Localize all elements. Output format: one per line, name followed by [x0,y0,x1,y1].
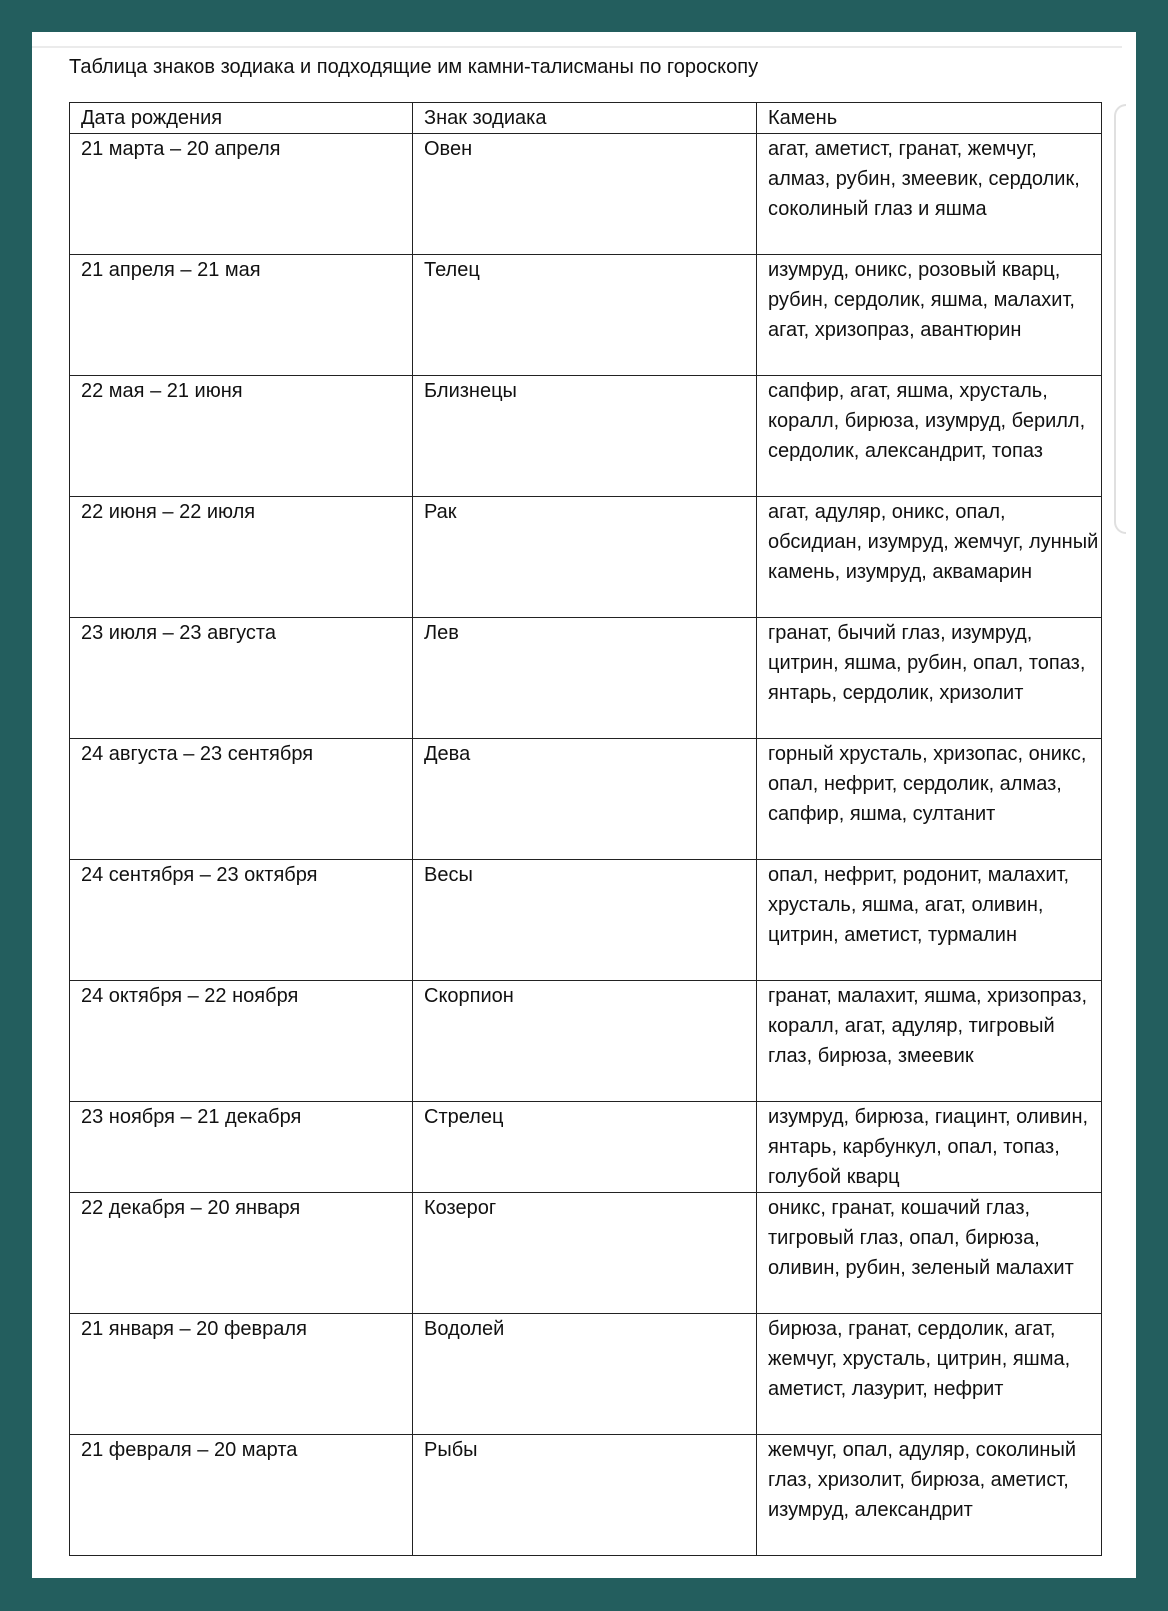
stone-cell: оникс, гранат, кошачий глаз, тигровый глаз, опал, бирюза, оливин, рубин, зеленый малахит [757,1193,1102,1314]
stone-cell: изумруд, оникс, розовый кварц, рубин, сердолик, яшма, малахит, агат, хризопраз, авантюрин [757,255,1102,376]
birth-date-cell: 24 октября – 22 ноября [70,981,413,1102]
table-caption: Таблица знаков зодиака и подходящие им камни-талисманы по гороскопу [69,56,759,78]
table-row [70,739,1102,860]
birth-date-cell: 21 апреля – 21 мая [70,255,413,376]
zodiac-sign-cell: Рак [413,497,757,618]
header-zodiac-sign: Знак зодиака [413,103,757,134]
table-row [70,981,1102,1102]
zodiac-sign-cell: Телец [413,255,757,376]
birth-date-cell: 22 июня – 22 июля [70,497,413,618]
table-row [70,255,1102,376]
zodiac-sign-cell: Скорпион [413,981,757,1102]
stone-cell: агат, аметист, гранат, жемчуг, алмаз, рубин, змеевик, сердолик, соколиный глаз и яшма [757,134,1102,255]
table-row [70,376,1102,497]
stone-cell: опал, нефрит, родонит, малахит, хрусталь, яшма, агат, оливин, цитрин, аметист, турмалин [757,860,1102,981]
stone-cell: гранат, малахит, яшма, хризопраз, коралл, агат, адуляр, тигровый глаз, бирюза, змеевик [757,981,1102,1102]
birth-date-cell: 23 ноября – 21 декабря [70,1102,413,1193]
birth-date-cell: 24 сентября – 23 октября [70,860,413,981]
birth-date-cell: 22 декабря – 20 января [70,1193,413,1314]
stone-cell: сапфир, агат, яшма, хрусталь, коралл, бирюза, изумруд, берилл, сердолик, александрит, топаз [757,376,1102,497]
table-row [70,1193,1102,1314]
stone-cell: гранат, бычий глаз, изумруд, цитрин, яшма, рубин, опал, топаз, янтарь, сердолик, хризолит [757,618,1102,739]
table-row [70,618,1102,739]
stone-cell: изумруд, бирюза, гиацинт, оливин, янтарь, карбункул, опал, топаз, голубой кварц [757,1102,1102,1193]
birth-date-cell: 22 мая – 21 июня [70,376,413,497]
table-header-row [70,103,1102,134]
zodiac-sign-cell: Дева [413,739,757,860]
zodiac-sign-cell: Близнецы [413,376,757,497]
birth-date-cell: 21 февраля – 20 марта [70,1435,413,1556]
header-stone: Камень [757,103,1102,134]
header-birth-date: Дата рождения [70,103,413,134]
birth-date-cell: 21 января – 20 февраля [70,1314,413,1435]
zodiac-stones-table [69,102,1102,1556]
table-row [70,497,1102,618]
table-row [70,1102,1102,1193]
table-row [70,860,1102,981]
zodiac-sign-cell: Весы [413,860,757,981]
table-row [70,1314,1102,1435]
side-scroll-edge [1114,104,1126,534]
birth-date-cell: 23 июля – 23 августа [70,618,413,739]
zodiac-sign-cell: Рыбы [413,1435,757,1556]
zodiac-sign-cell: Овен [413,134,757,255]
birth-date-cell: 21 марта – 20 апреля [70,134,413,255]
stone-cell: агат, адуляр, оникс, опал, обсидиан, изумруд, жемчуг, лунный камень, изумруд, аквамарин [757,497,1102,618]
birth-date-cell: 24 августа – 23 сентября [70,739,413,860]
page-top-divider [32,46,1122,48]
stone-cell: жемчуг, опал, адуляр, соколиный глаз, хризолит, бирюза, аметист, изумруд, александрит [757,1435,1102,1556]
stone-cell: горный хрусталь, хризопас, оникс, опал, нефрит, сердолик, алмаз, сапфир, яшма, султанит [757,739,1102,860]
document-page [32,32,1136,1578]
zodiac-sign-cell: Стрелец [413,1102,757,1193]
zodiac-sign-cell: Лев [413,618,757,739]
stone-cell: бирюза, гранат, сердолик, агат, жемчуг, хрусталь, цитрин, яшма, аметист, лазурит, нефрит [757,1314,1102,1435]
table-row [70,1435,1102,1556]
zodiac-sign-cell: Водолей [413,1314,757,1435]
zodiac-sign-cell: Козерог [413,1193,757,1314]
table-row [70,134,1102,255]
